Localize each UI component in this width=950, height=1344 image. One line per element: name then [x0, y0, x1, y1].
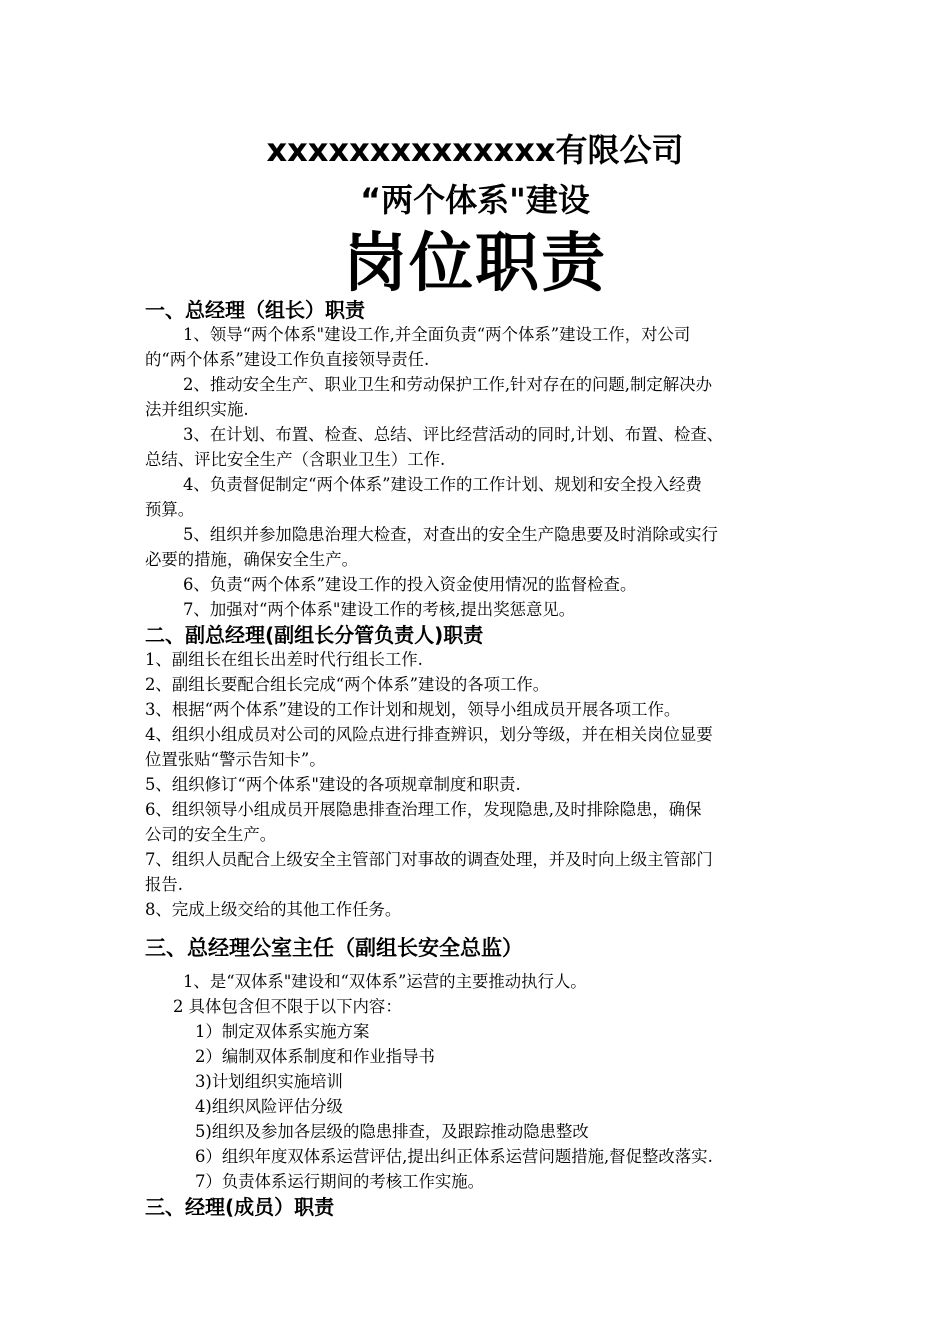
- paragraph-line: 6、组织领导小组成员开展隐患排查治理工作，发现隐患,及时排除隐患，确保: [145, 800, 702, 819]
- list-item: 3)计划组织实施培训: [195, 1072, 343, 1091]
- paragraph-line: 法并组织实施.: [145, 400, 249, 419]
- list-item: 4)组织风险评估分级: [195, 1097, 343, 1116]
- paragraph-line: 2、副组长要配合组长完成“两个体系”建设的各项工作。: [145, 675, 550, 694]
- paragraph-line: 公司的安全生产。: [145, 825, 277, 844]
- paragraph-line: 3、在计划、布置、检查、总结、评比经营活动的同时,计划、布置、检查、: [183, 425, 724, 444]
- paragraph-line: 位置张贴“警示告知卡”。: [145, 750, 326, 769]
- section-3-heading: 三、总经理公室主任（副组长安全总监）: [145, 936, 523, 960]
- list-item: 1）制定双体系实施方案: [195, 1022, 370, 1041]
- company-title: xxxxxxxxxxxxxx有限公司: [266, 131, 684, 169]
- paragraph-line: 1、是“双体系"建设和“双体系”运营的主要推动执行人。: [183, 972, 587, 991]
- section-2-heading: 二、副总经理(副组长分管负责人)职责: [145, 623, 484, 647]
- paragraph-line: 8、完成上级交给的其他工作任务。: [145, 900, 402, 919]
- paragraph-line: 3、根据“两个体系”建设的工作计划和规划，领导小组成员开展各项工作。: [145, 700, 681, 719]
- paragraph-line: 7、加强对“两个体系"建设工作的考核,提出奖惩意见。: [183, 600, 576, 619]
- paragraph-line: 7、组织人员配合上级安全主管部门对事故的调查处理，并及时向上级主管部门: [145, 850, 713, 869]
- list-item: 5)组织及参加各层级的隐患排查，及跟踪推动隐患整改: [195, 1122, 589, 1141]
- paragraph-line: 预算。: [145, 500, 195, 519]
- list-item: 2）编制双体系制度和作业指导书: [195, 1047, 435, 1066]
- list-item: 6）组织年度双体系运营评估,提出纠正体系运营问题措施,督促整改落实.: [195, 1147, 713, 1166]
- paragraph-line: 1、领导“两个体系"建设工作,并全面负责“两个体系”建设工作，对公司: [183, 325, 691, 344]
- paragraph-line: 6、负责“两个体系”建设工作的投入资金使用情况的监督检查。: [183, 575, 637, 594]
- paragraph-line: 4、组织小组成员对公司的风险点进行排查辨识，划分等级，并在相关岗位显要: [145, 725, 713, 744]
- paragraph-line: 的“两个体系”建设工作负直接领导责任.: [145, 350, 430, 369]
- paragraph-line: 2 具体包含但不限于以下内容：: [173, 997, 402, 1016]
- paragraph-line: 总结、评比安全生产（含职业卫生）工作.: [145, 450, 446, 469]
- document-main-title: 岗位职责: [343, 227, 607, 301]
- paragraph-line: 5、组织并参加隐患治理大检查，对查出的安全生产隐患要及时消除或实行: [183, 525, 718, 544]
- list-item: 7）负责体系运行期间的考核工作实施。: [195, 1172, 485, 1191]
- section-4-heading: 三、经理(成员）职责: [145, 1195, 335, 1219]
- paragraph-line: 5、组织修订“两个体系"建设的各项规章制度和职责.: [145, 775, 521, 794]
- paragraph-line: 4、负责督促制定“两个体系”建设工作的工作计划、规划和安全投入经费: [183, 475, 702, 494]
- document-subtitle: “两个体系"建设: [360, 181, 590, 219]
- paragraph-line: 必要的措施，确保安全生产。: [145, 550, 359, 569]
- paragraph-line: 2、推动安全生产、职业卫生和劳动保护工作,针对存在的问题,制定解决办: [183, 375, 712, 394]
- paragraph-line: 报告.: [145, 875, 183, 894]
- paragraph-line: 1、副组长在组长出差时代行组长工作.: [145, 650, 423, 669]
- section-1-heading: 一、总经理（组长）职责: [145, 298, 365, 322]
